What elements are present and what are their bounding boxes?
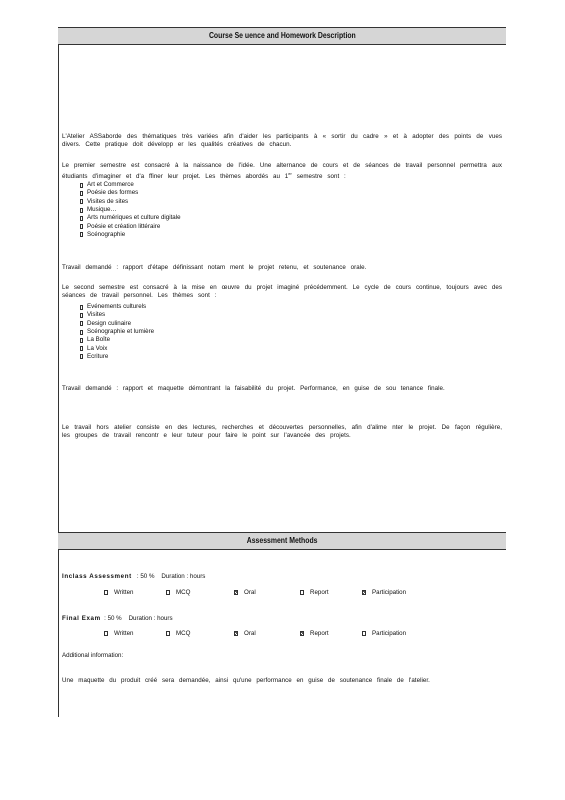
checkbox-label: MCQ <box>176 630 191 637</box>
outside-work-paragraph: Le travail hors atelier consiste en des lectures, recherches et découvertes personnelles, afin d'alime nter le projet. De façon régulière, les groupes de travail rencontr e leur tuteur pour faire le point sur l'avancée des projets. <box>62 424 502 439</box>
bullet-icon <box>80 208 83 213</box>
checkbox-participation[interactable] <box>362 589 406 596</box>
semester2-theme-item-label: Evénements culturels <box>87 303 147 311</box>
semester1-theme-item-label: Poésie des formes <box>87 189 139 197</box>
checkbox-mcq[interactable] <box>166 589 190 596</box>
semester1-theme-item <box>80 214 181 222</box>
final-duration: Duration : hours <box>128 615 173 622</box>
document-frame <box>58 27 507 717</box>
checkbox-icon[interactable] <box>166 590 170 595</box>
semester2-theme-item-label: Visites <box>87 311 106 319</box>
semester2-theme-item <box>80 311 154 319</box>
checkbox-oral[interactable] <box>234 630 256 637</box>
final-label: Final Exam <box>62 615 101 622</box>
checkbox-participation[interactable] <box>362 630 406 637</box>
semester1-theme-item <box>80 189 181 197</box>
checkbox-report[interactable] <box>300 589 329 596</box>
semester2-paragraph: Le second semestre est consacré à la mise en œuvre du projet imaginé précédemment. Le cycle de cours continue, toujours avec des séances de travail personnel. Les thèmes sont : <box>62 284 502 299</box>
bullet-icon <box>80 346 83 351</box>
checkbox-label: Written <box>114 589 134 596</box>
bullet-icon <box>80 330 83 335</box>
semester2-theme-item-label: Design culinaire <box>87 319 132 327</box>
semester1-theme-item-label: Musique… <box>87 206 117 214</box>
additional-info-text: Une maquette du produit créé sera demandée, ainsi qu'une performance en guise de soutenance finale de l'atelier. <box>62 677 430 684</box>
semester1-theme-item <box>80 181 181 189</box>
semester1-theme-item-label: Poésie et création littéraire <box>87 222 161 230</box>
semester1-theme-item <box>80 198 181 206</box>
bullet-icon <box>80 305 83 310</box>
checkbox-label: Participation <box>372 630 407 637</box>
checkbox-label: Report <box>310 630 329 637</box>
semester2-theme-item <box>80 353 154 361</box>
semester1-theme-item <box>80 206 181 214</box>
final-percent: : 50 % <box>104 615 122 622</box>
semester2-theme-item-label: Scénographie et lumière <box>87 328 155 336</box>
bullet-icon <box>80 183 83 188</box>
final-options <box>62 630 502 640</box>
intro-paragraph: L'Atelier ASSaborde des thématiques très variées afin d'aider les participants à « sortir du cadre » et à adopter des points de vues divers. Cette pratique doit développ er les qualités créatives de chacun. <box>62 133 502 148</box>
semester1-work-required: Travail demandé : rapport d'étape définissant notam ment le projet retenu, et soutenance orale. <box>62 264 367 271</box>
checkbox-mcq[interactable] <box>166 630 190 637</box>
semester2-theme-item-label: Ecriture <box>87 352 109 360</box>
checkbox-label: Participation <box>372 589 407 596</box>
semester1-theme-item-label: Arts numériques et culture digitale <box>87 214 181 222</box>
inclass-duration: Duration : hours <box>161 573 206 580</box>
checkbox-icon[interactable] <box>234 590 238 595</box>
checkbox-icon[interactable] <box>300 631 304 636</box>
checkbox-icon[interactable] <box>362 590 366 595</box>
inclass-assessment-row <box>62 573 205 581</box>
additional-info-label: Additional information: <box>62 652 124 659</box>
semester1-theme-item-label: Visites de sites <box>87 197 129 205</box>
bullet-icon <box>80 216 83 221</box>
bullet-icon <box>80 338 83 343</box>
semester2-theme-item <box>80 303 154 311</box>
semester2-theme-item <box>80 320 154 328</box>
bullet-icon <box>80 313 83 318</box>
inclass-percent: : 50 % <box>136 573 155 580</box>
checkbox-label: Oral <box>244 630 256 637</box>
inclass-options <box>62 589 502 599</box>
inclass-label: Inclass Assessment <box>62 573 132 580</box>
semester2-theme-item-label: La Boîte <box>87 336 111 344</box>
semester2-work-required: Travail demandé : rapport et maquette démontrant la faisabilité du projet. Performance, en guise de sou tenance finale. <box>62 385 445 392</box>
section-header-assessment: Assessment Methods <box>58 532 506 550</box>
semester2-theme-item-label: La Voix <box>87 344 108 352</box>
checkbox-icon[interactable] <box>166 631 170 636</box>
checkbox-report[interactable] <box>300 630 329 637</box>
checkbox-icon[interactable] <box>362 631 366 636</box>
semester2-theme-list <box>80 303 154 361</box>
semester1-theme-item-label: Art et Commerce <box>87 181 134 189</box>
checkbox-icon[interactable] <box>234 631 238 636</box>
bullet-icon <box>80 224 83 229</box>
checkbox-label: Written <box>114 630 134 637</box>
semester1-theme-list <box>80 181 181 239</box>
checkbox-oral[interactable] <box>234 589 256 596</box>
bullet-icon <box>80 354 83 359</box>
section-header-course-sequence: Course Se uence and Homework Description <box>58 27 506 45</box>
semester1-paragraph: Le premier semestre est consacré à la naissance de l'idée. Une alternance de cours et de séances de travail personnel permettra aux étudiants d'imaginer et d'a ffiner leur projet. Les thèmes abordés au 1er semestre sont : <box>62 162 502 181</box>
final-exam-row <box>62 615 173 623</box>
checkbox-icon[interactable] <box>300 590 304 595</box>
checkbox-written[interactable] <box>104 630 133 637</box>
semester2-theme-item <box>80 344 154 352</box>
semester2-theme-item <box>80 328 154 336</box>
semester2-theme-item <box>80 336 154 344</box>
semester1-theme-item-label: Scénographie <box>87 230 126 238</box>
bullet-icon <box>80 199 83 204</box>
checkbox-icon[interactable] <box>104 590 108 595</box>
bullet-icon <box>80 191 83 196</box>
checkbox-label: MCQ <box>176 589 191 596</box>
semester1-theme-item <box>80 222 181 230</box>
checkbox-label: Report <box>310 589 329 596</box>
checkbox-icon[interactable] <box>104 631 108 636</box>
semester1-theme-item <box>80 231 181 239</box>
bullet-icon <box>80 232 83 237</box>
checkbox-label: Oral <box>244 589 256 596</box>
bullet-icon <box>80 321 83 326</box>
checkbox-written[interactable] <box>104 589 133 596</box>
